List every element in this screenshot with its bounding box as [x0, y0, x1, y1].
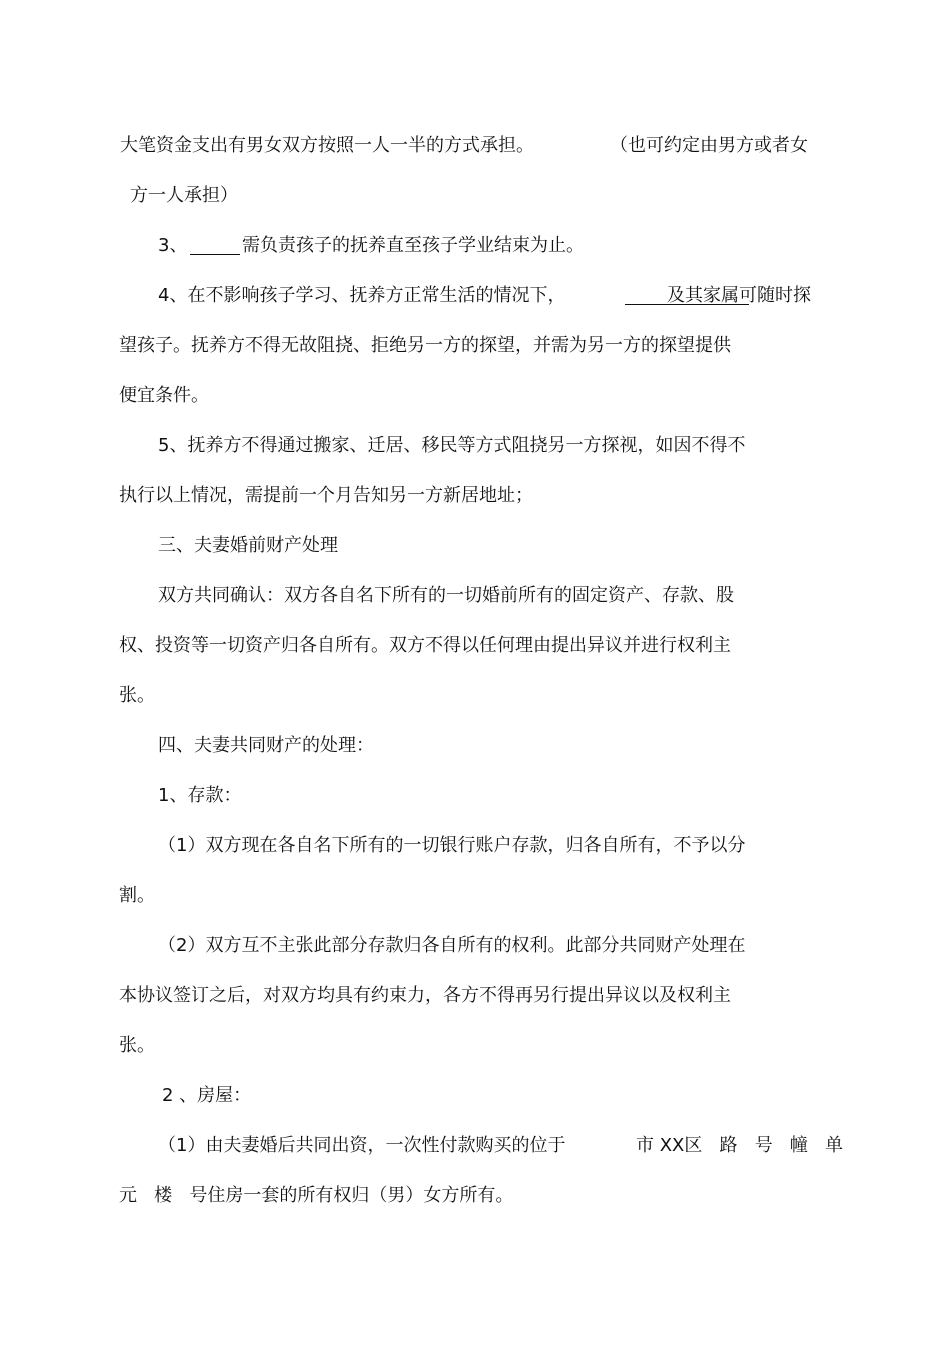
text-line: 割。 — [119, 885, 155, 906]
text-line: 5、抚养方不得通过搬家、迁居、移民等方式阻挠另一方探视，如因不得不 — [158, 435, 746, 456]
text-line: （1）双方现在各自名下所有的一切银行账户存款，归各自所有，不予以分 — [158, 835, 746, 856]
text-line: 市 XX区 路 号 幢 单 — [636, 1135, 844, 1156]
text-line: 张。 — [119, 1035, 155, 1056]
text-line: 大笔资金支出有男女双方按照一人一半的方式承担。 — [120, 135, 534, 156]
text-line: 需负责孩子的抚养直至孩子学业结束为止。 — [242, 235, 584, 256]
text-line: 双方共同确认：双方各自名下所有的一切婚前所有的固定资产、存款、股 — [158, 585, 734, 606]
section-heading: 四、夫妻共同财产的处理： — [158, 735, 374, 756]
text-line: 3、 — [158, 235, 188, 256]
text-line: 权、投资等一切资产归各自所有。双方不得以任何理由提出异议并进行权利主 — [119, 635, 731, 656]
text-line: 望孩子。抚养方不得无故阻挠、拒绝另一方的探望，并需为另一方的探望提供 — [119, 335, 731, 356]
text-line: 方一人承担） — [130, 185, 238, 206]
text-line: 及其家属可随时探 — [667, 285, 811, 306]
text-line: 张。 — [119, 685, 155, 706]
text-line: 1、存款： — [158, 785, 242, 806]
text-line: 元 楼 号住房一套的所有权归（男）女方所有。 — [119, 1185, 514, 1206]
text-line: 执行以上情况，需提前一个月告知另一方新居地址； — [119, 485, 533, 506]
text-line: （1）由夫妻婚后共同出资，一次性付款购买的位于 — [158, 1135, 566, 1156]
section-heading: 三、夫妻婚前财产处理 — [158, 535, 338, 556]
text-line: （也可约定由男方或者女 — [610, 135, 808, 156]
text-line: 2 、房屋： — [162, 1085, 252, 1106]
text-line: 便宜条件。 — [119, 385, 209, 406]
text-line: 4、在不影响孩子学习、抚养方正常生活的情况下， — [158, 285, 566, 306]
fill-in-blank — [190, 236, 240, 255]
text-line: 本协议签订之后，对双方均具有约束力，各方不得再另行提出异议以及权利主 — [119, 985, 731, 1006]
text-line: （2）双方互不主张此部分存款归各自所有的权利。此部分共同财产处理在 — [158, 935, 746, 956]
